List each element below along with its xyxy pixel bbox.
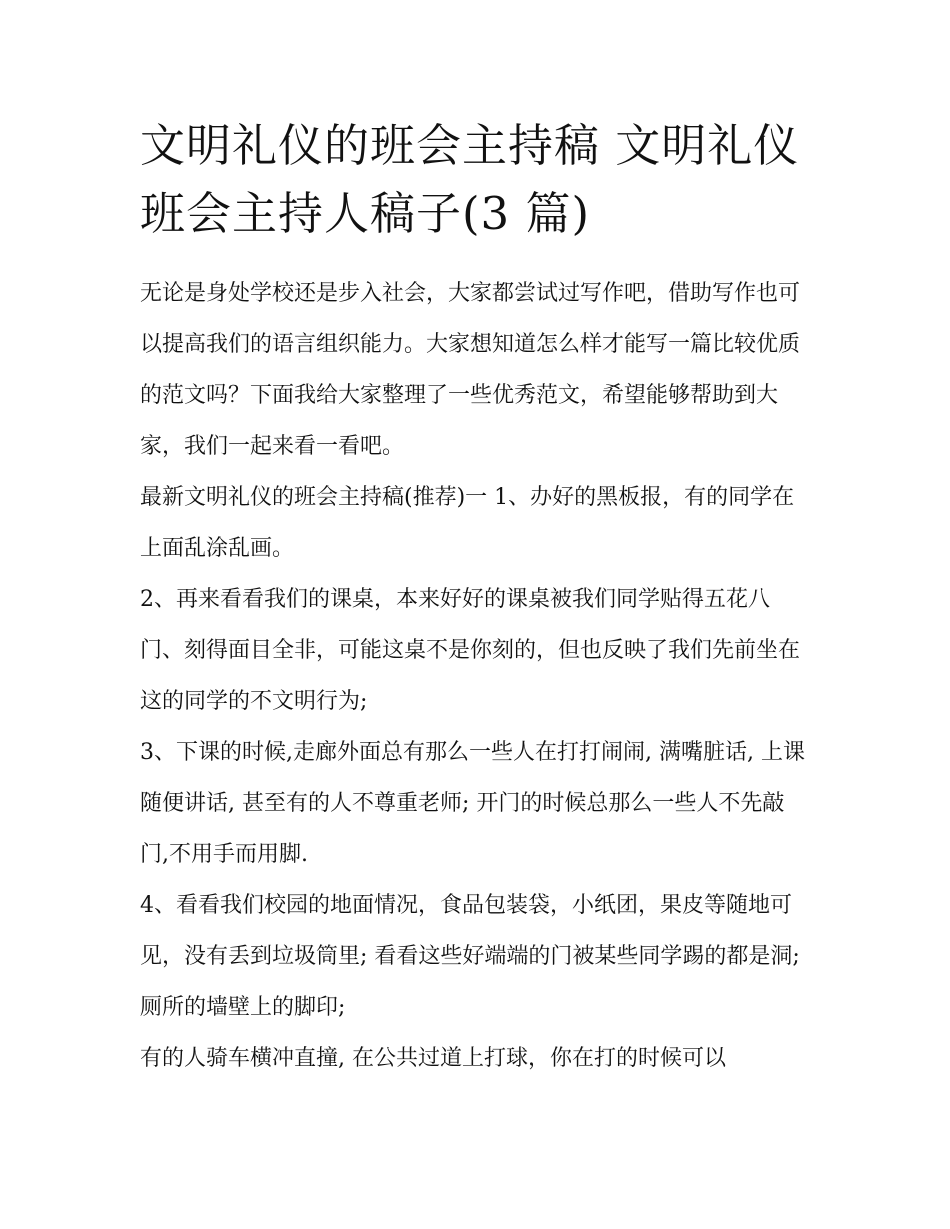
document-title: 文明礼仪的班会主持稿 文明礼仪班会主持人稿子(3 篇) xyxy=(140,119,800,240)
paragraph-item-1: 最新文明礼仪的班会主持稿(推荐)一 1、办好的黑板报，有的同学在上面乱涂乱画。 xyxy=(140,485,795,561)
paragraph-item-3: 3、下课的时候,走廊外面总有那么一些人在打打闹闹, 满嘴脏话, 上课随便讲话, 甚至有的人不尊重老师; 开门的时候总那么一些人不先敲门,不用手而用脚. xyxy=(140,740,805,867)
paragraph-continued: 有的人骑车横冲直撞, 在公共过道上打球，你在打的时候可以 xyxy=(140,1046,726,1071)
document-body xyxy=(140,268,812,1084)
paragraph-intro: 无论是身处学校还是步入社会，大家都尝试过写作吧，借助写作也可以提高我们的语言组织能力。大家想知道怎么样才能写一篇比较优质的范文吗？下面我给大家整理了一些优秀范文，希望能够帮助到大家，我们一起来看一看吧。 xyxy=(140,281,801,459)
paragraph-item-4: 4、看看我们校园的地面情况，食品包装袋，小纸团，果皮等随地可见，没有丢到垃圾筒里; 看看这些好端端的门被某些同学踢的都是洞;厕所的墙壁上的脚印; xyxy=(140,893,800,1020)
paragraph-item-2: 2、再来看看我们的课桌，本来好好的课桌被我们同学贴得五花八门、刻得面目全非，可能这桌不是你刻的，但也反映了我们先前坐在这的同学的不文明行为; xyxy=(140,587,801,714)
document-content xyxy=(140,112,812,1084)
